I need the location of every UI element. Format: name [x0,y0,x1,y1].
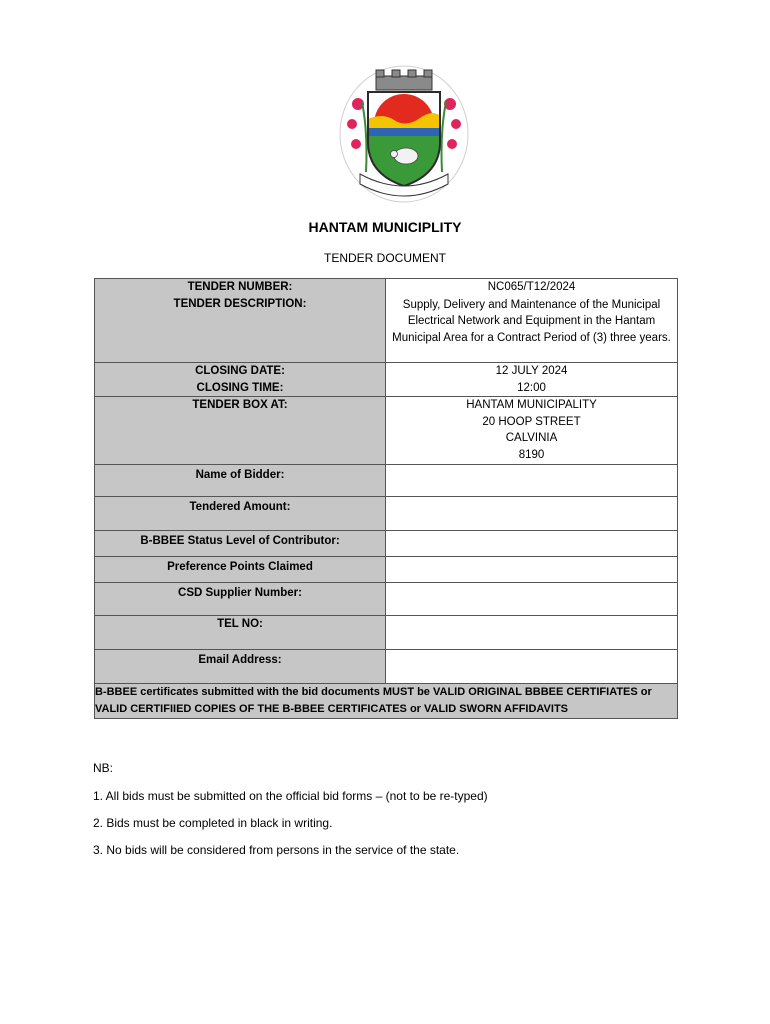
table-row-preference-points [95,556,678,582]
table-row-csd-number [95,582,678,615]
certificate-note: B-BBEE certificates submitted with the bid documents MUST be VALID ORIGINAL BBBEE CERTIFIATES or VALID CERTIFIIED COPIES OF THE B-BBEE CERTIFICATES or VALID SWORN AFFIDAVITS [95,683,678,718]
tender-box-label: TENDER BOX AT: [192,399,288,412]
preference-points-field[interactable] [386,556,678,582]
tender-number-label: TENDER NUMBER: [187,281,293,293]
table-row-bbbee-level [95,530,678,556]
municipal-crest-logo [338,62,470,204]
table-row-tender-box [95,397,678,464]
nb-heading: NB: [93,761,114,775]
table-row-closing [95,363,678,397]
bidder-name-label: Name of Bidder: [195,468,285,481]
closing-date-label: CLOSING DATE: [195,365,285,377]
tender-info-table [94,278,678,719]
preference-points-label: Preference Points Claimed [167,560,313,573]
table-row-number-description [95,279,678,363]
table-row-bidder-name [95,464,678,496]
note-item: 2. Bids must be completed in black in writing. [93,816,333,830]
tender-box-address [386,397,678,464]
csd-number-label: CSD Supplier Number: [178,586,302,599]
table-row-certificate-note [95,683,678,718]
page-title: HANTAM MUNICIPLITY [308,219,462,235]
tender-box-label-cell [95,397,386,464]
csd-number-field[interactable] [386,582,678,615]
closing-time-value: 12:00 [517,381,546,394]
tender-description-value: Supply, Delivery and Maintenance of the Municipal Electrical Network and Equipment in the Hantam Municipal Area for a Contract Period of (3) three years. [392,298,671,344]
tender-description-label: TENDER DESCRIPTION: [173,297,307,310]
closing-date-value: 12 JULY 2024 [495,365,568,377]
table-row-email [95,649,678,683]
table-row-tendered-amount [95,496,678,530]
bbbee-level-field[interactable] [386,530,678,556]
tel-no-label: TEL NO: [217,617,263,630]
tendered-amount-field[interactable] [386,496,678,530]
tender-number-value: NC065/T12/2024 [487,281,576,293]
tel-no-field[interactable] [386,615,678,649]
email-field[interactable] [386,649,678,683]
bbbee-level-label: B-BBEE Status Level of Contributor: [140,534,340,547]
note-item: 3. No bids will be considered from persons in the service of the state. [93,843,460,857]
document-subtitle: TENDER DOCUMENT [324,251,446,265]
number-description-labels [95,279,386,363]
address-line: CALVINIA [505,432,558,445]
address-line: 20 HOOP STREET [482,415,581,428]
closing-time-label: CLOSING TIME: [196,381,284,394]
number-description-values [386,279,678,363]
closing-labels [95,363,386,397]
note-item: 1. All bids must be submitted on the official bid forms – (not to be re-typed) [93,789,488,803]
address-line: 8190 [518,448,545,461]
bidder-name-field[interactable] [386,464,678,496]
tendered-amount-label: Tendered Amount: [189,500,291,513]
closing-values [386,363,678,397]
address-line: HANTAM MUNICIPALITY [466,399,597,412]
email-label: Email Address: [198,653,282,666]
table-row-tel-no [95,615,678,649]
